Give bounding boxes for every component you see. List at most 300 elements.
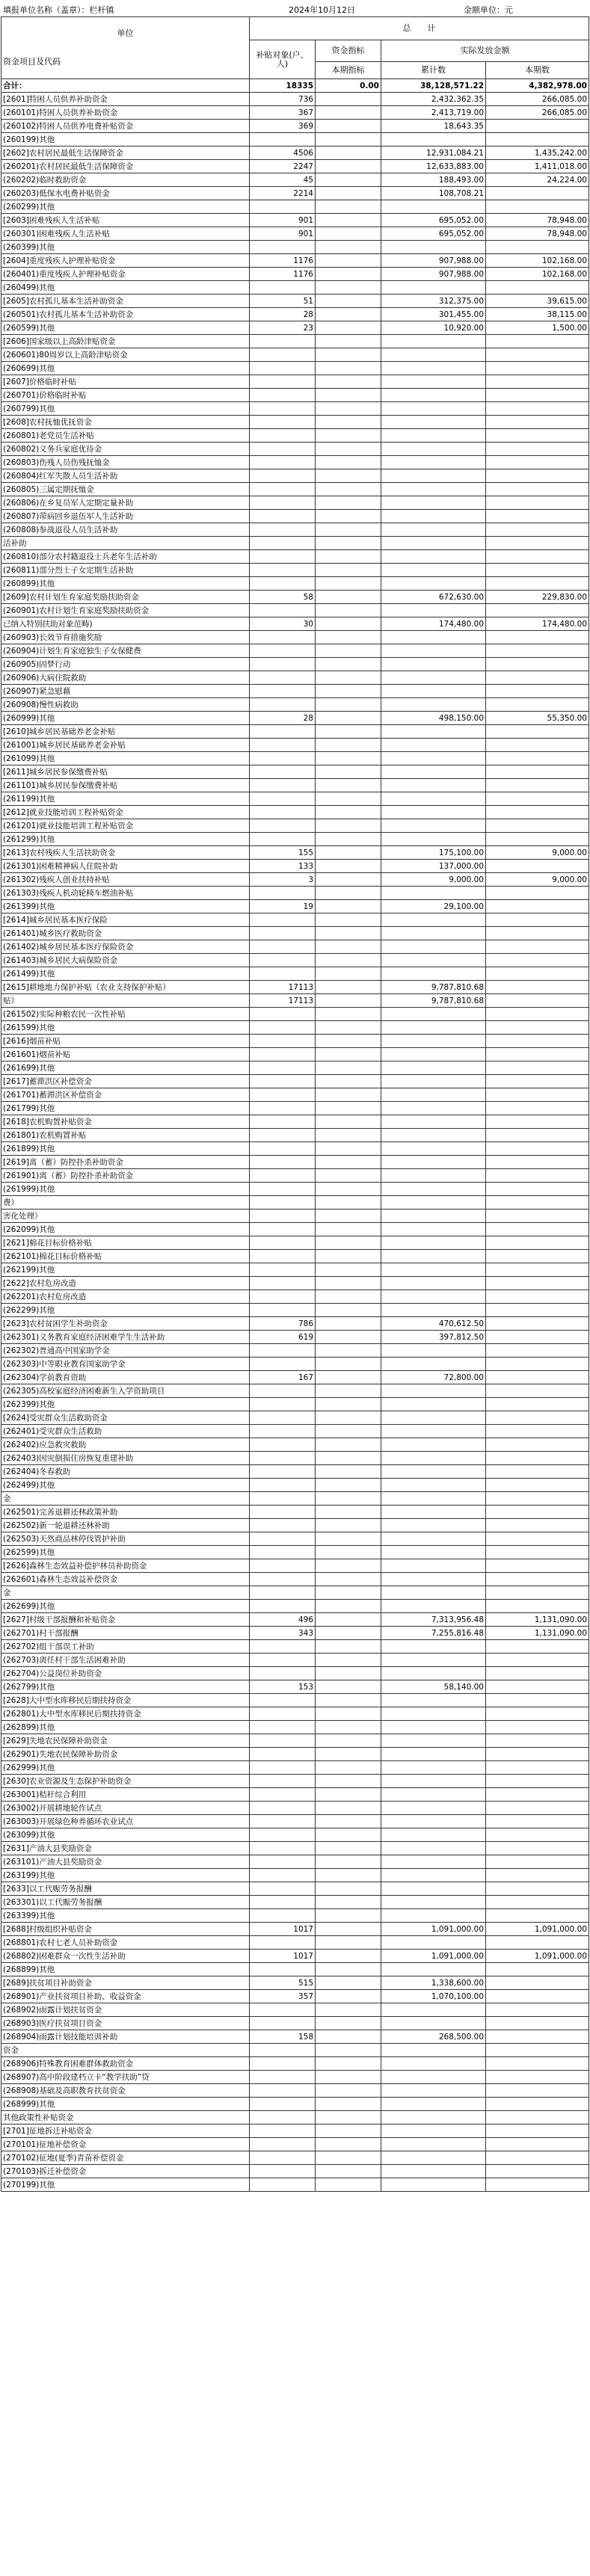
subsidy-target-cell xyxy=(250,1519,316,1532)
this-period-cell xyxy=(486,806,589,819)
cumulative-cell xyxy=(381,1963,486,1976)
cumulative-cell xyxy=(381,604,486,617)
table-row xyxy=(1,1169,589,1183)
cumulative-cell xyxy=(381,698,486,712)
item-name-cell: 费） xyxy=(1,1196,250,1210)
cumulative-cell: 38,128,571.22 xyxy=(381,79,486,93)
this-period-cell xyxy=(486,1479,589,1492)
subsidy-target-cell xyxy=(250,631,316,644)
subsidy-target-cell xyxy=(250,1438,316,1452)
cumulative-cell xyxy=(381,2057,486,2071)
subsidy-target-cell xyxy=(250,1465,316,1479)
table-row xyxy=(1,1425,589,1438)
this-index-cell xyxy=(316,2030,381,2044)
item-name-cell: (262403)因灾倒损住房恢复重建补助 xyxy=(1,1452,250,1465)
table-row xyxy=(1,2071,589,2084)
subsidy-target-cell xyxy=(250,1600,316,1613)
cumulative-cell: 907,988.00 xyxy=(381,254,486,268)
this-index-cell xyxy=(316,1142,381,1156)
item-name-cell: (268901)产业扶贫项目补助、收益资金 xyxy=(1,1990,250,2003)
this-index-cell xyxy=(316,2165,381,2178)
this-index-cell xyxy=(316,295,381,308)
this-index-cell xyxy=(316,1263,381,1277)
cumulative-cell: 1,091,000.00 xyxy=(381,1923,486,1936)
this-period-cell xyxy=(486,1425,589,1438)
item-name-cell: (260905)固梦行动 xyxy=(1,658,250,671)
cumulative-cell xyxy=(381,1102,486,1115)
this-index-cell xyxy=(316,792,381,806)
table-row xyxy=(1,1371,589,1384)
subsidy-target-cell xyxy=(250,2138,316,2151)
cumulative-cell: 7,255,816.48 xyxy=(381,1627,486,1640)
this-period-cell xyxy=(486,1088,589,1102)
item-name-cell: (263003)开展绿色种养循环农业试点 xyxy=(1,1815,250,1828)
this-index-cell xyxy=(316,981,381,994)
table-row xyxy=(1,1061,589,1075)
cumulative-cell xyxy=(381,1061,486,1075)
this-index-cell xyxy=(316,1088,381,1102)
this-index-cell xyxy=(316,591,381,604)
subsidy-target-cell xyxy=(250,927,316,940)
item-name-cell: (263099)其他 xyxy=(1,1828,250,1842)
cumulative-cell: 312,375.00 xyxy=(381,295,486,308)
cumulative-cell xyxy=(381,739,486,752)
table-row xyxy=(1,1465,589,1479)
cumulative-cell xyxy=(381,2098,486,2111)
table-row xyxy=(1,658,589,671)
cumulative-cell xyxy=(381,389,486,402)
this-index-cell xyxy=(316,617,381,631)
this-index-cell xyxy=(316,1452,381,1465)
this-period-cell xyxy=(486,644,589,658)
subsidy-target-cell xyxy=(250,833,316,846)
subsidy-target-cell xyxy=(250,1048,316,1061)
this-period-cell xyxy=(486,281,589,295)
cumulative-cell xyxy=(381,1035,486,1048)
table-row xyxy=(1,2017,589,2030)
subsidy-target-cell xyxy=(250,1277,316,1290)
cumulative-cell: 268,500.00 xyxy=(381,2030,486,2044)
subsidy-target-cell: 1017 xyxy=(250,1950,316,1963)
cumulative-cell xyxy=(381,1156,486,1169)
item-name-cell: (261799)其他 xyxy=(1,1102,250,1115)
subsidy-target-cell xyxy=(250,483,316,496)
table-row xyxy=(1,1828,589,1842)
this-index-cell xyxy=(316,1021,381,1035)
this-period-cell: 9,000.00 xyxy=(486,846,589,860)
item-name-cell: (260907)紧急慰藉 xyxy=(1,685,250,698)
cumulative-cell xyxy=(381,1358,486,1371)
item-name-cell: (268902)雨露计划扶贫资金 xyxy=(1,2003,250,2017)
category-row xyxy=(1,725,589,739)
subsidy-target-cell xyxy=(250,416,316,429)
subsidy-target-cell: 736 xyxy=(250,93,316,106)
category-row xyxy=(1,846,589,860)
table-row xyxy=(1,268,589,281)
cumulative-cell xyxy=(381,1183,486,1196)
cumulative-cell xyxy=(381,1573,486,1586)
this-period-cell xyxy=(486,537,589,550)
subsidy-target-cell: 153 xyxy=(250,1680,316,1694)
table-row xyxy=(1,1640,589,1654)
cumulative-cell xyxy=(381,1169,486,1183)
cumulative-cell xyxy=(381,1438,486,1452)
table-row xyxy=(1,752,589,765)
item-name-cell: (261303)残疾人机动轮椅车燃油补贴 xyxy=(1,887,250,900)
subsidy-target-cell xyxy=(250,1573,316,1586)
this-index-cell xyxy=(316,1115,381,1129)
category-row xyxy=(1,335,589,348)
item-name-cell: [2604]重度残疾人护理补贴资金 xyxy=(1,254,250,268)
report-date: 2024年10月12日 xyxy=(289,5,355,15)
item-name-cell: (262703)离任村干部生活困难补助 xyxy=(1,1654,250,1667)
cumulative-cell xyxy=(381,779,486,792)
table-row xyxy=(1,1142,589,1156)
item-name-cell: (261601)烟苗补贴 xyxy=(1,1048,250,1061)
subsidy-target-cell xyxy=(250,335,316,348)
this-index-cell xyxy=(316,1358,381,1371)
this-period-cell xyxy=(486,1882,589,1896)
this-period-cell xyxy=(486,416,589,429)
this-index-cell xyxy=(316,173,381,187)
this-index-cell xyxy=(316,1183,381,1196)
this-period-cell xyxy=(486,1909,589,1923)
this-index-cell xyxy=(316,335,381,348)
item-name-cell: (268904)雨露计划技能培训补助 xyxy=(1,2030,250,2044)
this-index-cell xyxy=(316,510,381,523)
subsidy-target-cell xyxy=(250,1169,316,1183)
item-name-cell: (260102)特困人员供养电费补贴资金 xyxy=(1,120,250,133)
item-name-cell: (262702)组干部误工补助 xyxy=(1,1640,250,1654)
subsidy-target-cell: 2214 xyxy=(250,187,316,200)
cumulative-cell xyxy=(381,564,486,577)
this-index-cell xyxy=(316,268,381,281)
subsidy-target-cell xyxy=(250,1748,316,1761)
cumulative-cell xyxy=(381,631,486,644)
table-row xyxy=(1,550,589,564)
cumulative-cell: 1,091,000.00 xyxy=(381,1950,486,1963)
cumulative-cell: 498,150.00 xyxy=(381,712,486,725)
category-row xyxy=(1,1411,589,1425)
this-period-cell: 78,948.00 xyxy=(486,227,589,241)
item-name-cell: (260903)长效节育措施奖励 xyxy=(1,631,250,644)
subsidy-target-cell xyxy=(250,1775,316,1788)
item-name-cell: [2630]农业资源及生态保护补助资金 xyxy=(1,1775,250,1788)
this-index-cell xyxy=(316,321,381,335)
this-period-cell xyxy=(486,1210,589,1223)
item-name-cell: [2628]大中型水库移民后期扶持资金 xyxy=(1,1694,250,1707)
this-index-cell xyxy=(316,806,381,819)
subsidy-target-cell xyxy=(250,1304,316,1317)
this-index-cell xyxy=(316,1169,381,1183)
this-index-cell xyxy=(316,752,381,765)
cumulative-cell xyxy=(381,1223,486,1236)
this-index-cell xyxy=(316,281,381,295)
this-index-cell xyxy=(316,1304,381,1317)
subsidy-target-cell: 1017 xyxy=(250,1923,316,1936)
subsidy-target-cell: 4506 xyxy=(250,147,316,160)
table-row xyxy=(1,1021,589,1035)
this-index-cell xyxy=(316,1196,381,1210)
this-period-cell xyxy=(486,362,589,375)
subsidy-target-cell: 23 xyxy=(250,321,316,335)
subsidy-target-cell: 367 xyxy=(250,106,316,120)
cumulative-cell: 29,100.00 xyxy=(381,900,486,913)
subsidy-target-cell xyxy=(250,1398,316,1411)
table-row xyxy=(1,1654,589,1667)
this-period-cell xyxy=(486,1142,589,1156)
this-index-cell xyxy=(316,2138,381,2151)
item-name-cell: (262999)其他 xyxy=(1,1761,250,1775)
cumulative-cell xyxy=(381,496,486,510)
table-row xyxy=(1,1680,589,1694)
this-period-cell xyxy=(486,752,589,765)
item-name-cell: 金 xyxy=(1,1492,250,1506)
this-index-cell: 0.00 xyxy=(316,79,381,93)
this-index-cell xyxy=(316,1600,381,1613)
this-index-cell xyxy=(316,443,381,456)
subsidy-target-cell xyxy=(250,1559,316,1573)
subsidy-target-cell xyxy=(250,1815,316,1828)
this-index-cell xyxy=(316,994,381,1008)
this-index-cell xyxy=(316,1842,381,1855)
item-name-cell: 金 xyxy=(1,1586,250,1600)
this-index-cell xyxy=(316,577,381,591)
this-period-cell xyxy=(486,523,589,537)
subsidy-target-cell xyxy=(250,1452,316,1465)
cumulative-cell xyxy=(381,1048,486,1061)
cumulative-cell xyxy=(381,671,486,685)
subsidy-target-cell xyxy=(250,1358,316,1371)
table-row xyxy=(1,698,589,712)
this-index-cell xyxy=(316,550,381,564)
table-row xyxy=(1,173,589,187)
this-period-cell xyxy=(486,940,589,954)
this-period-cell xyxy=(486,819,589,833)
this-index-cell xyxy=(316,1586,381,1600)
this-period-cell xyxy=(486,1263,589,1277)
table-row xyxy=(1,685,589,698)
this-period-cell xyxy=(486,725,589,739)
subsidy-target-cell xyxy=(250,375,316,389)
subsidy-target-cell xyxy=(250,1344,316,1358)
this-period-cell xyxy=(486,2138,589,2151)
cumulative-cell xyxy=(381,1828,486,1842)
item-name-cell: (262299)其他 xyxy=(1,1304,250,1317)
this-period-cell xyxy=(486,1506,589,1519)
this-period-cell xyxy=(486,1290,589,1304)
this-index-cell xyxy=(316,1519,381,1532)
this-index-cell xyxy=(316,1896,381,1909)
this-index-cell xyxy=(316,402,381,416)
this-period-cell xyxy=(486,483,589,496)
this-period-cell xyxy=(486,1223,589,1236)
this-period-cell: 78,948.00 xyxy=(486,214,589,227)
this-index-cell xyxy=(316,1654,381,1667)
this-period-cell xyxy=(486,1775,589,1788)
cumulative-cell xyxy=(381,1075,486,1088)
cumulative-cell xyxy=(381,1008,486,1021)
this-period-cell xyxy=(486,604,589,617)
cumulative-cell xyxy=(381,1640,486,1654)
cumulative-cell xyxy=(381,2178,486,2192)
this-period-cell xyxy=(486,443,589,456)
table-row xyxy=(1,1008,589,1021)
this-period-cell xyxy=(486,564,589,577)
table-row xyxy=(1,2044,589,2057)
subsidy-target-cell xyxy=(250,1654,316,1667)
subsidy-target-cell xyxy=(250,644,316,658)
this-period-cell xyxy=(486,779,589,792)
this-index-cell xyxy=(316,940,381,954)
this-period-cell xyxy=(486,2111,589,2124)
cumulative-cell xyxy=(381,443,486,456)
subsidy-target-cell xyxy=(250,564,316,577)
item-name-cell: [2629]失地农民保障补助资金 xyxy=(1,1734,250,1748)
table-row xyxy=(1,739,589,752)
this-index-cell xyxy=(316,1761,381,1775)
table-row xyxy=(1,389,589,402)
cumulative-cell xyxy=(381,1815,486,1828)
this-period-cell xyxy=(486,1802,589,1815)
item-name-cell: [2609]农村计划生育家庭奖励扶助资金 xyxy=(1,591,250,604)
this-index-cell xyxy=(316,2178,381,2192)
cumulative-cell xyxy=(381,1425,486,1438)
subsidy-target-cell: 28 xyxy=(250,712,316,725)
this-period-cell: 39,615.00 xyxy=(486,295,589,308)
category-row xyxy=(1,2124,589,2138)
item-name-cell: 活补助 xyxy=(1,537,250,550)
subsidy-target-cell: 619 xyxy=(250,1331,316,1344)
cumulative-cell: 174,480.00 xyxy=(381,617,486,631)
subsidy-table xyxy=(1,16,589,2192)
subsidy-target-cell xyxy=(250,913,316,927)
cumulative-cell xyxy=(381,927,486,940)
category-row xyxy=(1,1559,589,1573)
item-name-cell: (261301)困难精神病人住院补助 xyxy=(1,860,250,873)
this-index-cell xyxy=(316,1882,381,1896)
subsidy-target-cell xyxy=(250,1290,316,1304)
item-name-cell: (260599)其他 xyxy=(1,321,250,335)
category-row xyxy=(1,1196,589,1210)
this-period-cell xyxy=(486,631,589,644)
subsidy-target-cell xyxy=(250,2124,316,2138)
this-index-cell xyxy=(316,456,381,469)
this-period-cell xyxy=(486,375,589,389)
this-index-cell xyxy=(316,1680,381,1694)
table-row xyxy=(1,2057,589,2071)
this-index-cell xyxy=(316,1667,381,1680)
item-name-cell: (268903)医疗扶贫项目资金 xyxy=(1,2017,250,2030)
table-body xyxy=(1,79,589,2192)
this-period-cell xyxy=(486,792,589,806)
header-this-index: 本期指标 xyxy=(316,62,381,79)
this-period-cell xyxy=(486,1532,589,1546)
cumulative-cell: 2,413,719.00 xyxy=(381,106,486,120)
this-period-cell xyxy=(486,456,589,469)
cumulative-cell xyxy=(381,1775,486,1788)
item-name-cell: [2611]城乡居民参保缴费补贴 xyxy=(1,765,250,779)
table-row xyxy=(1,2165,589,2178)
item-name-cell: (268907)高中阶段建档立卡“教学扶助”贷 xyxy=(1,2071,250,2084)
item-name-cell: (260401)重度残疾人护理补贴资金 xyxy=(1,268,250,281)
item-name-cell: [2602]农村居民最低生活保障资金 xyxy=(1,147,250,160)
cumulative-cell xyxy=(381,550,486,564)
header-total: 总 计 xyxy=(250,17,589,40)
item-name-cell: (268899)其他 xyxy=(1,1963,250,1976)
subsidy-target-cell xyxy=(250,2165,316,2178)
item-name-cell: (260802)义务兵家庭优待金 xyxy=(1,443,250,456)
this-index-cell xyxy=(316,954,381,967)
cumulative-cell xyxy=(381,1936,486,1950)
cumulative-cell xyxy=(381,1344,486,1358)
this-index-cell xyxy=(316,483,381,496)
subsidy-target-cell xyxy=(250,698,316,712)
subsidy-target-cell xyxy=(250,1532,316,1546)
this-index-cell xyxy=(316,254,381,268)
cumulative-cell xyxy=(381,1290,486,1304)
subsidy-target-cell xyxy=(250,1425,316,1438)
subsidy-target-cell xyxy=(250,1263,316,1277)
cumulative-cell xyxy=(381,335,486,348)
subsidy-target-cell xyxy=(250,389,316,402)
this-period-cell: 1,500.00 xyxy=(486,321,589,335)
subsidy-target-cell xyxy=(250,1761,316,1775)
cumulative-cell xyxy=(381,967,486,981)
category-row xyxy=(1,1882,589,1896)
this-period-cell xyxy=(486,389,589,402)
subsidy-target-cell: 1176 xyxy=(250,254,316,268)
this-period-cell xyxy=(486,1573,589,1586)
this-period-cell: 229,830.00 xyxy=(486,591,589,604)
table-row xyxy=(1,1183,589,1196)
item-name-cell: (261502)实际种粮农民一次性补贴 xyxy=(1,1008,250,1021)
this-index-cell xyxy=(316,1775,381,1788)
cumulative-cell xyxy=(381,2111,486,2124)
subsidy-target-cell xyxy=(250,2084,316,2098)
cumulative-cell xyxy=(381,1479,486,1492)
table-row xyxy=(1,1506,589,1519)
category-row xyxy=(1,295,589,308)
subsidy-target-cell xyxy=(250,1411,316,1425)
this-period-cell xyxy=(486,241,589,254)
table-row xyxy=(1,1384,589,1398)
this-period-cell xyxy=(486,1048,589,1061)
this-index-cell xyxy=(316,2084,381,2098)
item-name-cell: [2624]受灾群众生活救助资金 xyxy=(1,1411,250,1425)
item-name-cell: (260803)伤残人员伤残抚恤金 xyxy=(1,456,250,469)
cumulative-cell xyxy=(381,483,486,496)
subsidy-target-cell: 3 xyxy=(250,873,316,887)
cumulative-cell xyxy=(381,658,486,671)
this-index-cell xyxy=(316,1156,381,1169)
item-name-cell: (260805)三属定期抚恤金 xyxy=(1,483,250,496)
this-index-cell xyxy=(316,1129,381,1142)
item-name-cell: (260399)其他 xyxy=(1,241,250,254)
table-row xyxy=(1,2138,589,2151)
category-row xyxy=(1,1156,589,1169)
item-name-cell: (262304)学前教育资助 xyxy=(1,1371,250,1384)
item-name-cell: (262402)应急救灾救助 xyxy=(1,1438,250,1452)
this-index-cell xyxy=(316,187,381,200)
cumulative-cell: 301,455.00 xyxy=(381,308,486,321)
item-name-cell: [2603]困难残疾人生活补贴 xyxy=(1,214,250,227)
item-name-cell: (260999)其他 xyxy=(1,712,250,725)
subsidy-target-cell: 133 xyxy=(250,860,316,873)
table-row xyxy=(1,617,589,631)
this-period-cell xyxy=(486,698,589,712)
this-index-cell xyxy=(316,1828,381,1842)
